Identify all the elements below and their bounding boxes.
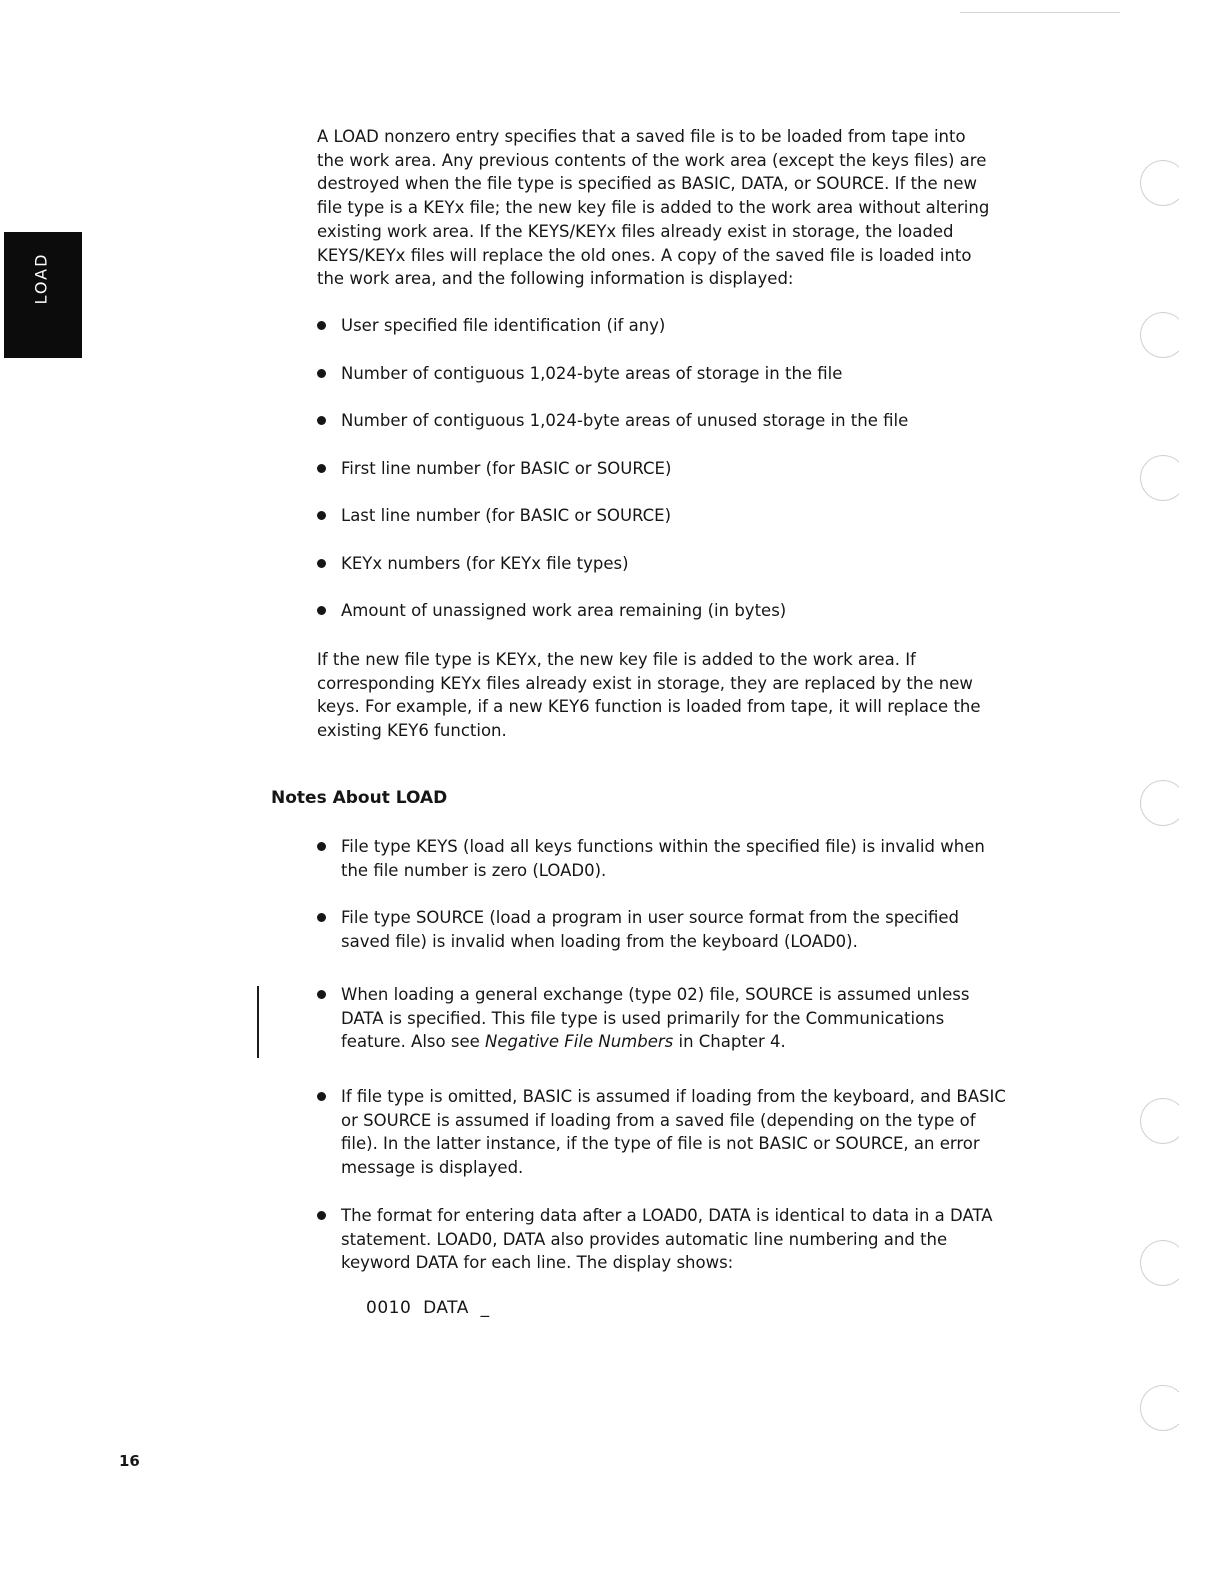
note-text-part: in Chapter 4. xyxy=(673,1032,786,1052)
note-item xyxy=(317,983,1007,1054)
note-item xyxy=(317,1204,1007,1275)
display-example: 0010 DATA _ xyxy=(366,1298,490,1318)
bullet-icon xyxy=(317,464,326,473)
bullet-icon xyxy=(317,559,326,568)
intro-paragraph: A LOAD nonzero entry specifies that a saved file is to be loaded from tape into the work area. Any previous contents of the work area (except the keys files) are destroyed when the file type is specified as BASIC, DATA, or SOURCE. If the new file type is a KEYx file; the new key file is added to the work area without altering existing work area. If the KEYS/KEYx files already exist in storage, the loaded KEYS/KEYx files will replace the old ones. A copy of the saved file is loaded into the work area, and the following information is displayed: xyxy=(317,127,990,289)
scan-artifact-rule xyxy=(960,12,1120,13)
note-text: File type SOURCE (load a program in user source format from the specified saved file) is invalid when loading from the keyboard (LOAD0). xyxy=(341,908,960,951)
list-item-text: Amount of unassigned work area remaining (in bytes) xyxy=(341,601,787,620)
section-thumb-tab-label: LOAD xyxy=(31,252,51,305)
binder-hole-shadow xyxy=(1140,312,1186,358)
bullet-icon xyxy=(317,511,326,520)
note-text-part: When loading a general exchange (type 02) file, SOURCE is assumed unless DATA is specified. This file type is used primarily for the Communications feature. Also see xyxy=(341,985,970,1052)
note-item xyxy=(317,835,1007,882)
list-item-text: User specified file identification (if any) xyxy=(341,316,666,335)
bullet-icon xyxy=(317,369,326,378)
bullet-icon xyxy=(317,1211,326,1220)
binder-hole-shadow xyxy=(1140,455,1186,501)
bullet-icon xyxy=(317,913,326,922)
cross-reference: Negative File Numbers xyxy=(485,1032,674,1052)
note-text: The format for entering data after a LOAD0, DATA is identical to data in a DATA statement. LOAD0, DATA also provides automatic line numbering and the keyword DATA for each line. The display shows: xyxy=(341,1206,993,1273)
list-item-text: Number of contiguous 1,024-byte areas of storage in the file xyxy=(341,363,843,383)
list-item-text: Number of contiguous 1,024-byte areas of unused storage in the file xyxy=(341,411,909,430)
note-text: If file type is omitted, BASIC is assumed if loading from the keyboard, and BASIC or SOURCE is assumed if loading from a saved file (depending on the type of file). In the latter instance, if the type of file is not BASIC or SOURCE, an error message is displayed. xyxy=(341,1087,1006,1178)
note-text: File type KEYS (load all keys functions within the specified file) is invalid when the file number is zero (LOAD0). xyxy=(341,837,985,880)
displayed-info-list xyxy=(317,314,1007,647)
binder-hole-shadow xyxy=(1140,1098,1186,1144)
list-item xyxy=(317,457,1007,505)
keyx-paragraph: If the new file type is KEYx, the new key file is added to the work area. If corresponding KEYx files already exist in storage, they are replaced by the new keys. For example, if a new KEY6 function is loaded from tape, it will replace the existing KEY6 function. xyxy=(317,650,981,741)
list-item-text: Last line number (for BASIC or SOURCE) xyxy=(341,506,672,525)
binder-hole-shadow xyxy=(1140,780,1186,826)
bullet-icon xyxy=(317,990,326,999)
section-thumb-tab xyxy=(4,232,82,358)
list-item xyxy=(317,599,1007,647)
binder-hole-shadow xyxy=(1140,1385,1186,1431)
bullet-icon xyxy=(317,1092,326,1101)
binder-hole-shadow xyxy=(1140,1240,1186,1286)
list-item xyxy=(317,504,1007,552)
bullet-icon xyxy=(317,842,326,851)
binder-hole-shadow xyxy=(1140,160,1186,206)
list-item-text: KEYx numbers (for KEYx file types) xyxy=(341,553,629,573)
list-item-text: First line number (for BASIC or SOURCE) xyxy=(341,458,672,478)
bullet-icon xyxy=(317,606,326,615)
note-item xyxy=(317,906,1007,953)
bullet-icon xyxy=(317,321,326,330)
revision-change-bar xyxy=(257,986,259,1058)
page-number: 16 xyxy=(119,1452,140,1470)
bullet-icon xyxy=(317,416,326,425)
notes-heading: Notes About LOAD xyxy=(271,788,448,808)
list-item xyxy=(317,362,1007,410)
list-item xyxy=(317,552,1007,600)
list-item xyxy=(317,314,1007,362)
note-item xyxy=(317,1085,1007,1180)
list-item xyxy=(317,409,1007,457)
note-text xyxy=(341,983,1007,1054)
